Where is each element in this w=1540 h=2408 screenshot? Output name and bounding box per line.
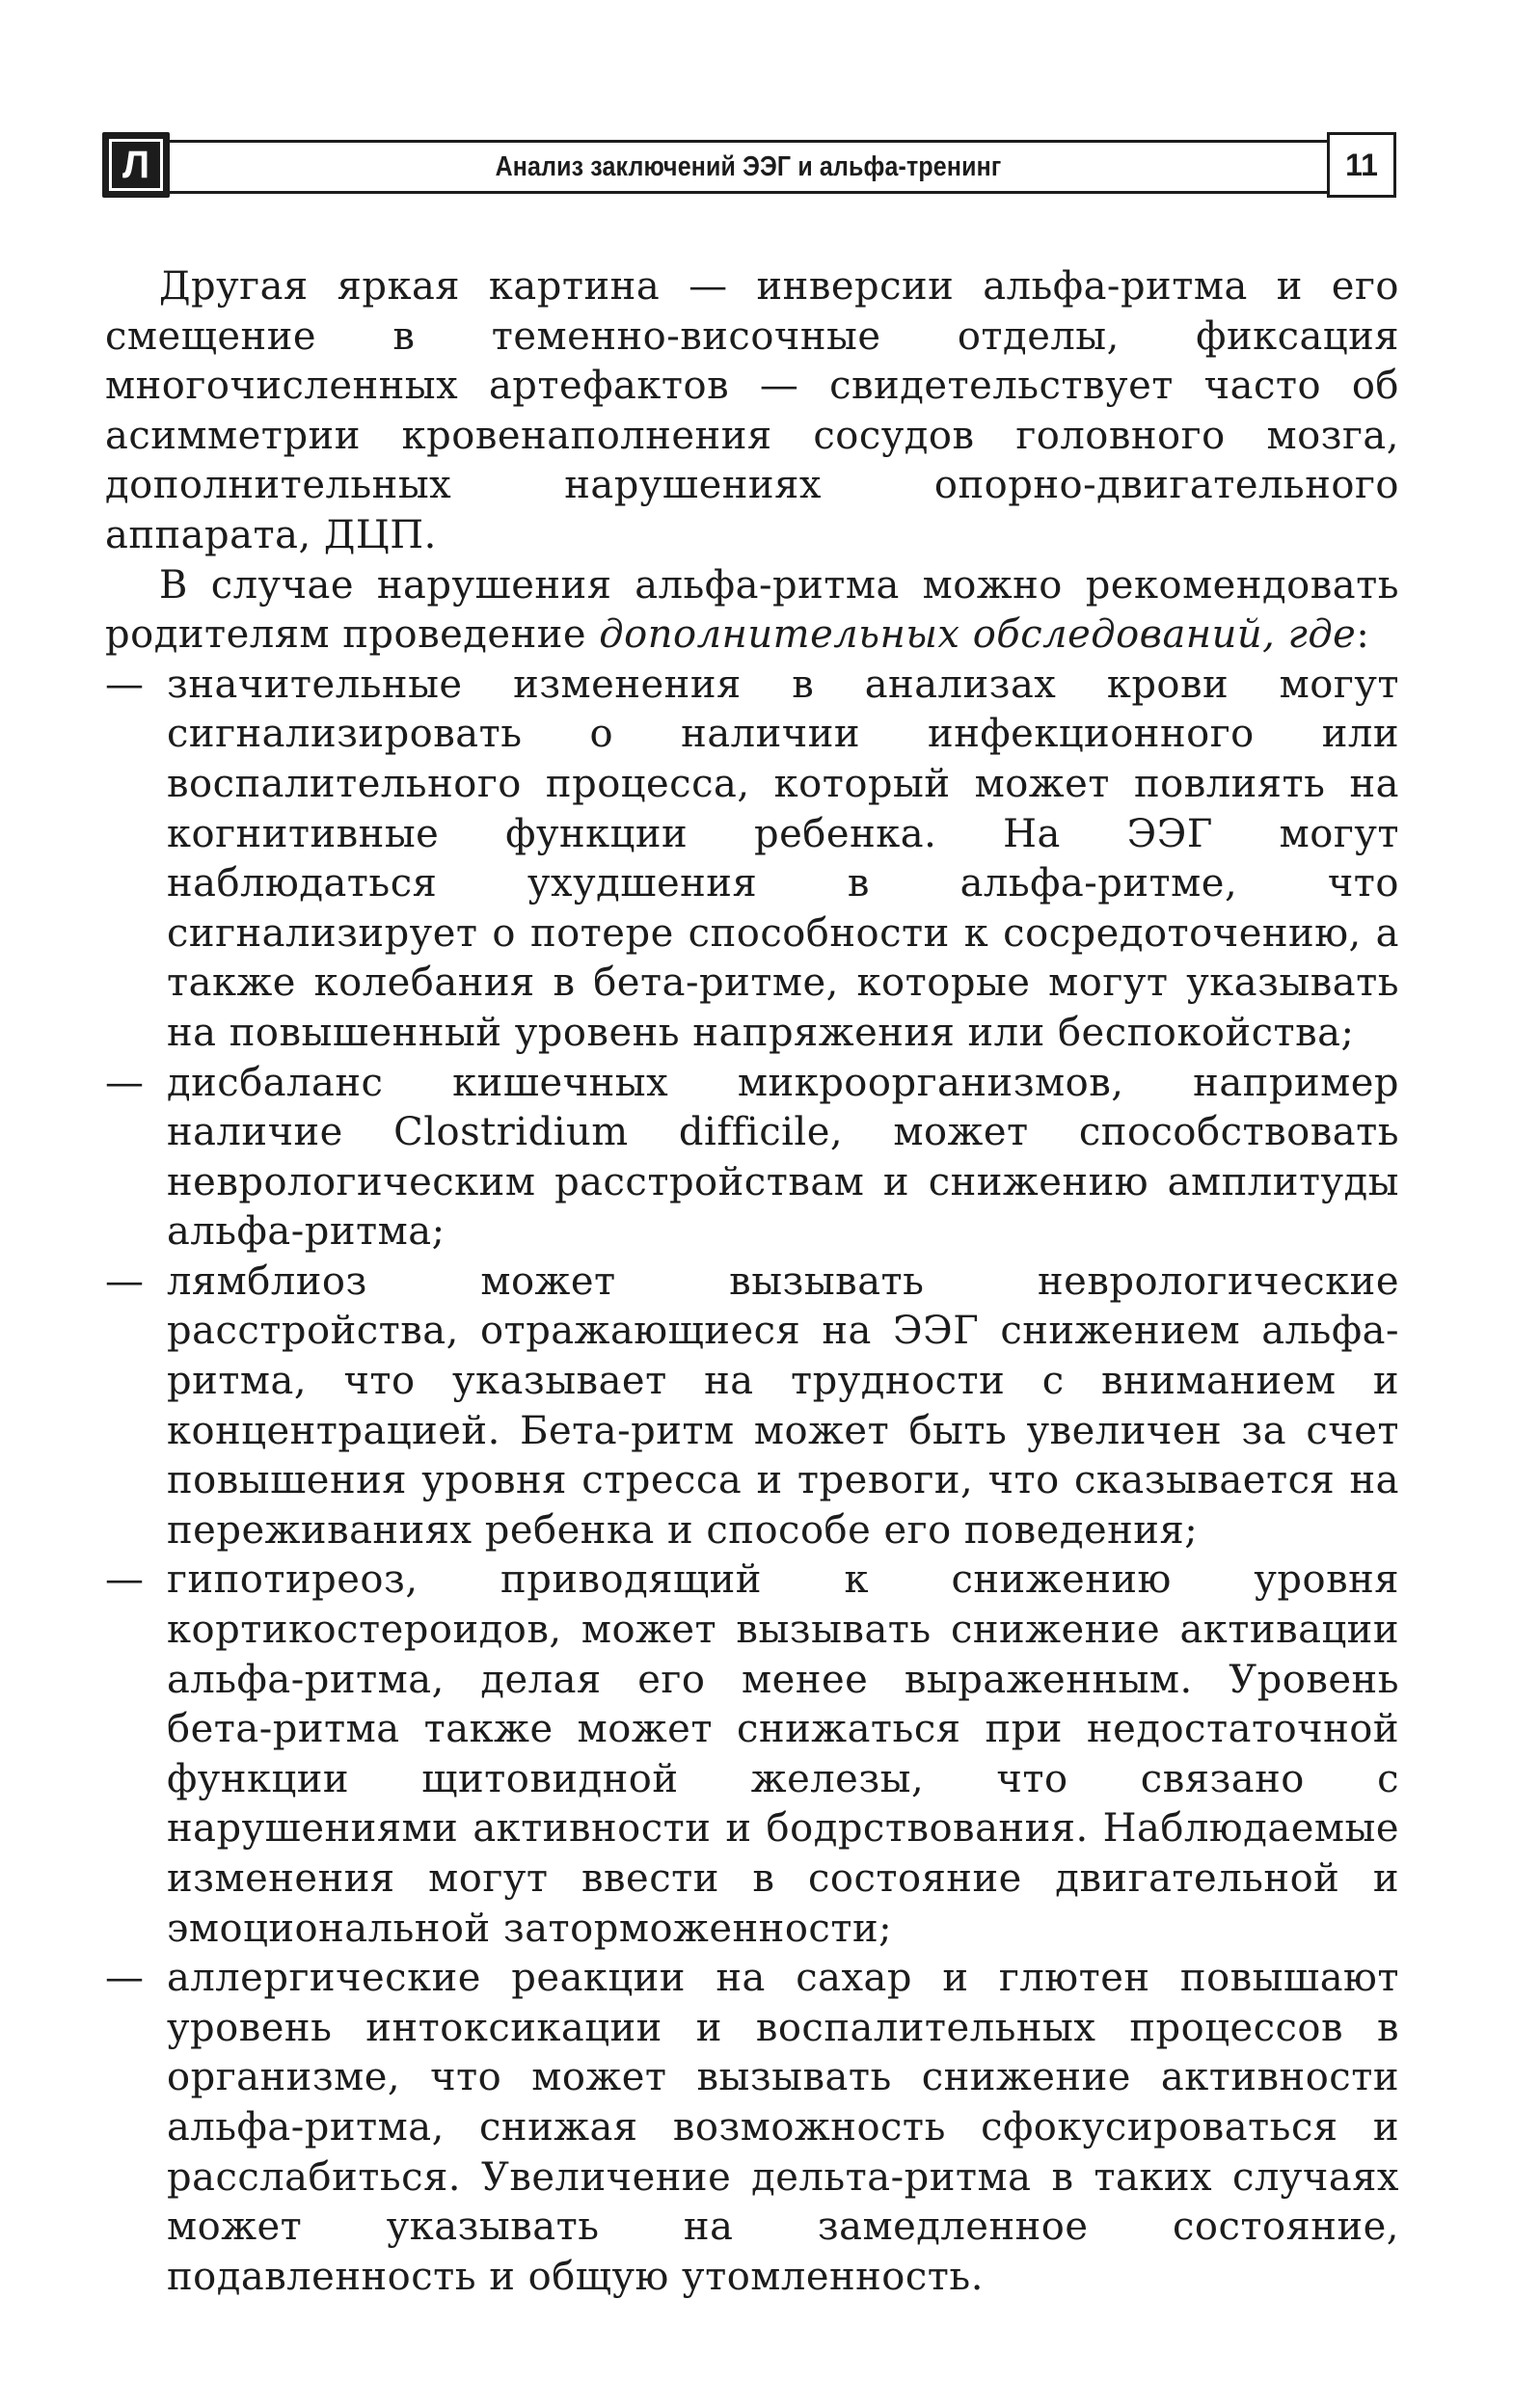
- examination-list: [105, 661, 1399, 2303]
- list-item-text: дисбаланс кишечных микроорганизмов, например наличие Clostridium difficile, может способствовать неврологическим расстройствам и снижению амплитуды альфа-ритма;: [167, 1060, 1399, 1255]
- running-header: [102, 132, 1396, 198]
- list-item: [105, 1258, 1399, 1556]
- header-rule-bottom: [170, 191, 1327, 194]
- list-item: [105, 1059, 1399, 1258]
- paragraph: [105, 561, 1399, 661]
- list-item-text: гипотиреоз, приводящий к снижению уровня кортикостероидов, может вызывать снижение активации альфа-ритма, делая его менее выраженным. Уровень бета-ритма также может снижаться при недостаточной функции щитовидной железы, что связано с нарушениями активности и бодрствования. Наблюдаемые изменения могут ввести в состояние двигательной и эмоциональной заторможенности;: [167, 1557, 1399, 1951]
- list-item-text: аллергические реакции на сахар и глютен повышают уровень интоксикации и воспалительных процессов в организме, что может вызывать снижение активности альфа-ритма, снижая возможность сфокусироваться и расслабиться. Увеличение дельта-ритма в таких случаях может указывать на замедленное состояние, подавленность и общую утомленность.: [167, 1956, 1399, 2299]
- list-item: [105, 1556, 1399, 1954]
- paragraph: Другая яркая картина — инверсии альфа-ритма и его смещение в теменно-височные отделы, фиксация многочисленных артефактов — свидетельствует часто об асимметрии кровенаполнения сосудов головного мозга, дополнительных нарушениях опорно-двигательного аппарата, ДЦП.: [105, 264, 1399, 557]
- paragraph-text-end: :: [1356, 612, 1370, 658]
- list-dash: —: [105, 1557, 145, 1603]
- paragraph-text: В случае нарушения альфа-ритма можно рекомендовать родителям проведение: [105, 562, 1399, 658]
- list-item: [105, 661, 1399, 1059]
- list-dash: —: [105, 1258, 145, 1304]
- section-mark: [102, 132, 170, 198]
- list-dash: —: [105, 662, 145, 707]
- list-item-text: лямблиоз может вызывать неврологические расстройства, отражающиеся на ЭЭГ снижением альфа-ритма, что указывает на трудности с вниманием и концентрацией. Бета-ритм может быть увеличен за счет повышения уровня стресса и тревоги, что сказывается на переживаниях ребенка и способе его поведения;: [167, 1258, 1399, 1553]
- list-item-text: значительные изменения в анализах крови могут сигнализировать о наличии инфекционного или воспалительного процесса, который может повлиять на когнитивные функции ребенка. На ЭЭГ могут наблюдаться ухудшения в альфа-ритме, что сигнализирует о потере способности к сосредоточению, а также колебания в бета-ритме, которые могут указывать на повышенный уровень напряжения или беспокойства;: [167, 662, 1399, 1055]
- page-number: 11: [1327, 132, 1396, 198]
- list-dash: —: [105, 1956, 145, 2001]
- section-mark-letter: Л: [109, 139, 163, 191]
- paragraph-emphasis: дополнительных обследований, где: [599, 612, 1357, 658]
- list-dash: —: [105, 1060, 145, 1105]
- page-body: [105, 262, 1399, 2302]
- list-item: [105, 1954, 1399, 2302]
- chapter-title: Анализ заключений ЭЭГ и альфа-тренинг: [495, 151, 1002, 182]
